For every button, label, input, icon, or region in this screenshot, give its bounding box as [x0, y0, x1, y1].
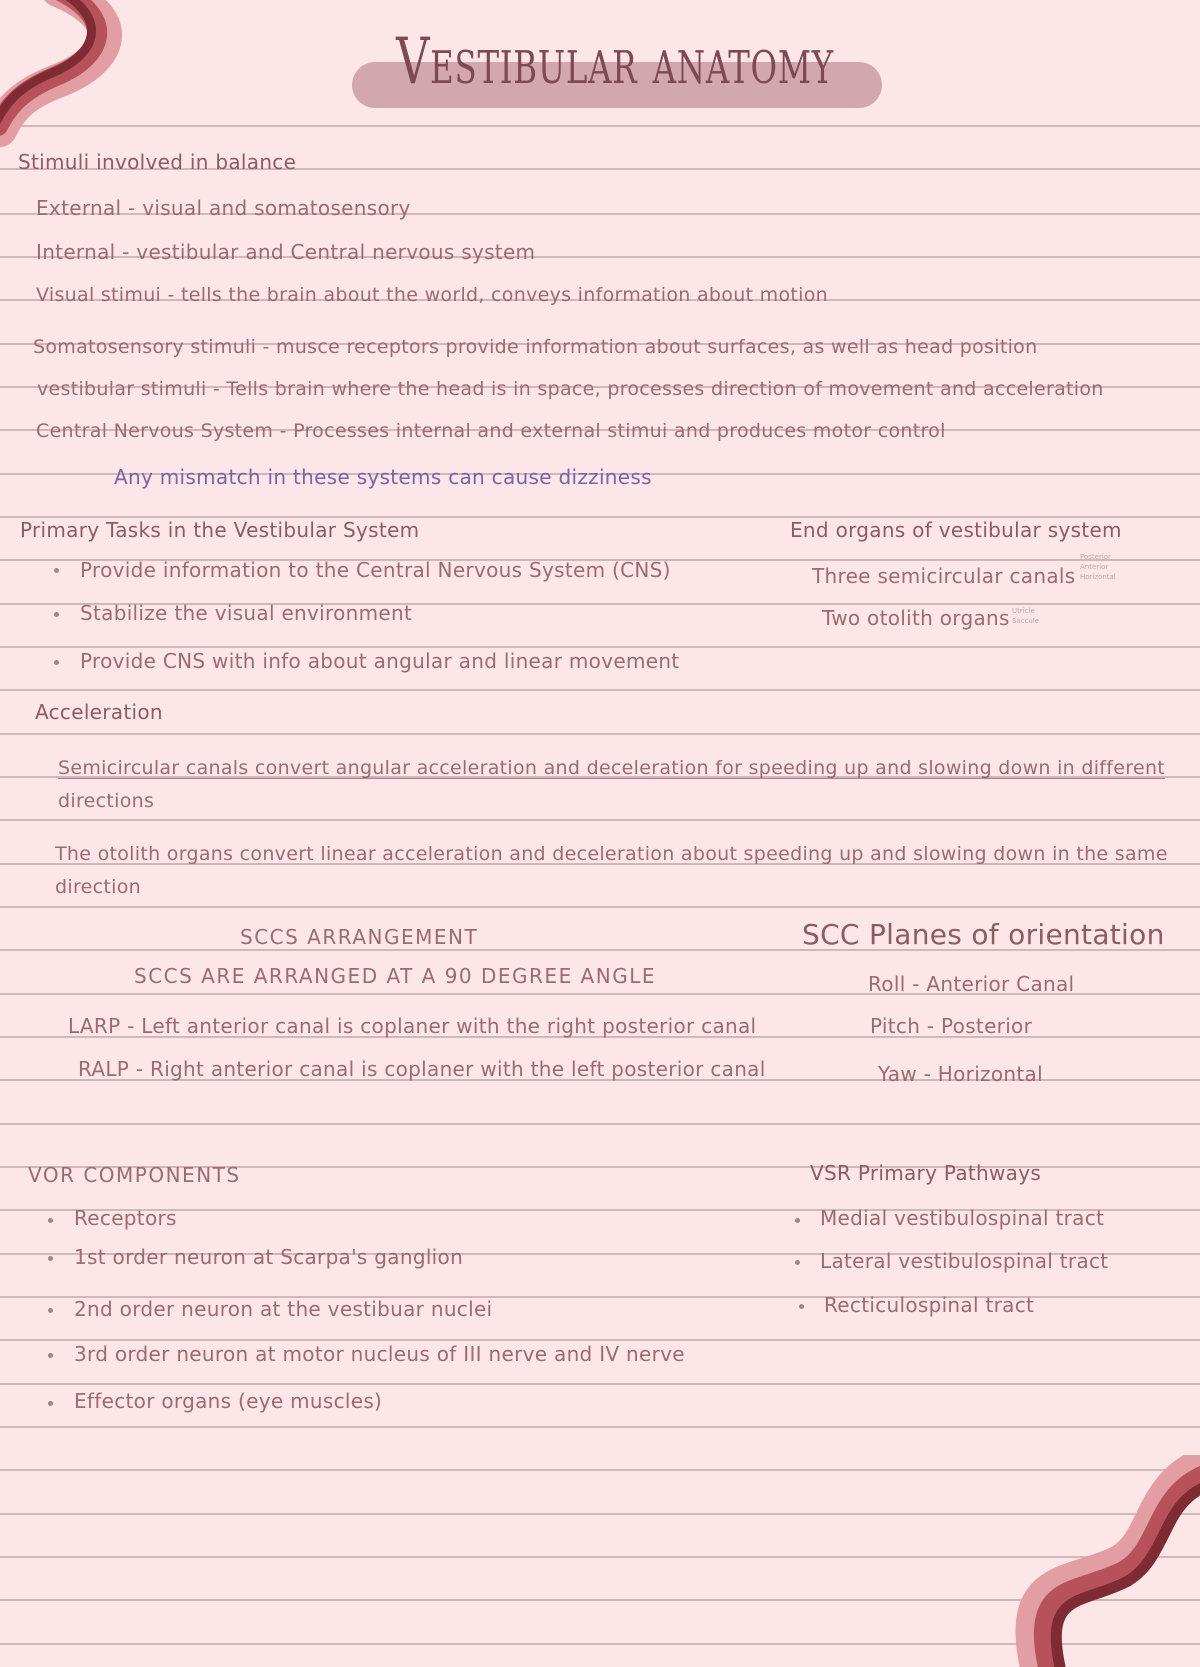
bullet	[795, 1218, 800, 1223]
stimuli-line: vestibular stimuli - Tells brain where the head is in space, processes direction of movement and acceleration	[37, 378, 1104, 400]
vor-item: 2nd order neuron at the vestibuar nuclei	[74, 1297, 493, 1321]
otolith-name: Saccule	[1012, 617, 1040, 625]
vsr-item: Lateral vestibulospinal tract	[820, 1249, 1109, 1273]
plane-item: Pitch - Posterior	[870, 1014, 1033, 1038]
bullet	[48, 1353, 53, 1358]
vsr-item: Medial vestibulospinal tract	[820, 1206, 1105, 1230]
canal-name: Horizontal	[1080, 573, 1116, 581]
vsr-item: Recticulospinal tract	[824, 1293, 1035, 1317]
otolith-sublist	[1012, 606, 1039, 626]
acceleration-paragraph-2-cont: direction	[55, 876, 141, 898]
bullet	[799, 1304, 804, 1309]
acceleration-paragraph-1-cont: directions	[58, 790, 155, 812]
bottom-right-swirl-decoration	[1010, 1455, 1200, 1667]
vor-item: Receptors	[74, 1206, 177, 1230]
end-organ-item: Two otolith organs	[822, 606, 1010, 630]
mismatch-note: Any mismatch in these systems can cause dizziness	[114, 465, 652, 489]
vsr-heading: VSR Primary Pathways	[810, 1161, 1042, 1185]
end-organs-heading: End organs of vestibular system	[790, 518, 1122, 542]
bullet	[48, 1308, 53, 1313]
sccs-line: SCCS ARE ARRANGED AT A 90 DEGREE ANGLE	[134, 964, 656, 988]
bullet	[54, 612, 59, 617]
sccs-line: RALP - Right anterior canal is coplaner with the left posterior canal	[78, 1057, 766, 1081]
planes-heading: SCC Planes of orientation	[802, 918, 1165, 951]
plane-item: Roll - Anterior Canal	[868, 972, 1075, 996]
sccs-heading: SCCS ARRANGEMENT	[240, 925, 479, 949]
canal-sublist	[1080, 552, 1116, 582]
bullet	[48, 1256, 53, 1261]
canal-name: Posterior	[1080, 553, 1111, 561]
acceleration-heading: Acceleration	[35, 700, 163, 724]
plane-item: Yaw - Horizontal	[878, 1062, 1043, 1086]
stimuli-line: Visual stimui - tells the brain about the world, conveys information about motion	[36, 284, 828, 306]
bullet	[54, 568, 59, 573]
bullet	[795, 1260, 800, 1265]
vor-item: 3rd order neuron at motor nucleus of III nerve and IV nerve	[74, 1342, 685, 1366]
acceleration-paragraph-1: Semicircular canals convert angular acceleration and deceleration for speeding up and slowing down in different	[58, 757, 1166, 779]
sccs-line: LARP - Left anterior canal is coplaner with the right posterior canal	[68, 1014, 757, 1038]
primary-tasks-heading: Primary Tasks in the Vestibular System	[20, 518, 420, 542]
canal-name: Anterior	[1080, 563, 1109, 571]
stimuli-line: Somatosensory stimuli - musce receptors provide information about surfaces, as well as head position	[33, 336, 1038, 358]
bullet	[48, 1218, 53, 1223]
page-title: Vestibular anatomy	[396, 25, 834, 99]
vor-heading: VOR COMPONENTS	[28, 1163, 241, 1187]
primary-task-item: Provide information to the Central Nervous System (CNS)	[80, 558, 671, 582]
acceleration-paragraph-2: The otolith organs convert linear acceleration and deceleration about speeding up and slowing down in the same	[55, 843, 1168, 865]
stimuli-line: Internal - vestibular and Central nervous system	[36, 240, 536, 264]
stimuli-heading: Stimuli involved in balance	[18, 150, 297, 174]
stimuli-line: External - visual and somatosensory	[36, 196, 411, 220]
primary-task-item: Stabilize the visual environment	[80, 601, 413, 625]
bullet	[54, 660, 59, 665]
end-organ-item: Three semicircular canals	[812, 564, 1076, 588]
primary-task-item: Provide CNS with info about angular and linear movement	[80, 649, 680, 673]
vor-item: 1st order neuron at Scarpa's ganglion	[74, 1245, 464, 1269]
otolith-name: Utricle	[1012, 607, 1035, 615]
stimuli-line: Central Nervous System - Processes internal and external stimui and produces motor control	[36, 420, 946, 442]
bullet	[48, 1401, 53, 1406]
vor-item: Effector organs (eye muscles)	[74, 1389, 383, 1413]
top-left-swirl-decoration	[0, 0, 140, 150]
